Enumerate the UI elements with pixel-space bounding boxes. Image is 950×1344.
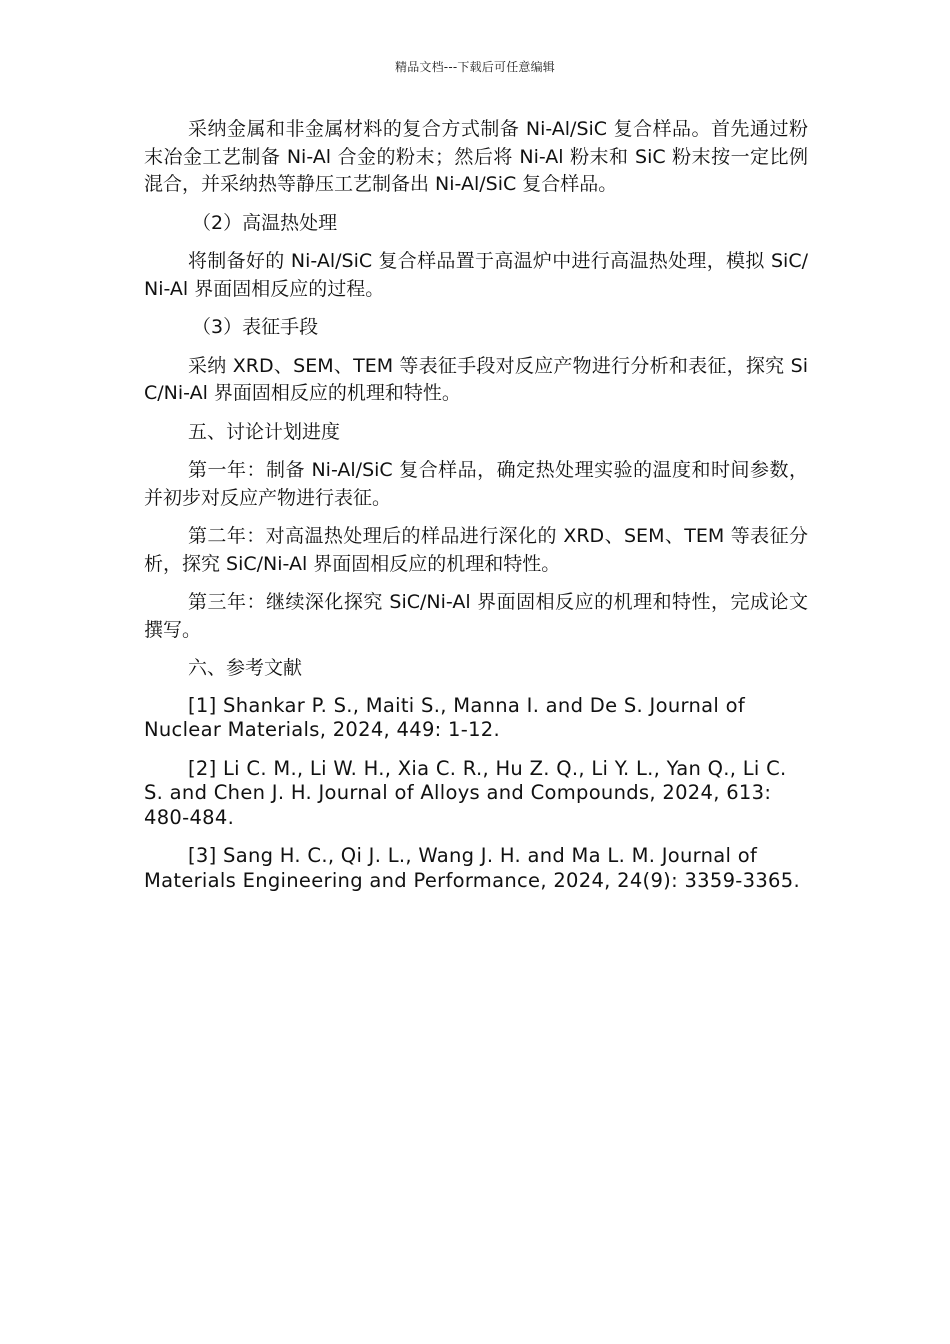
paragraph-year-one: 第一年：制备 Ni-Al/SiC 复合样品，确定热处理实验的温度和时间参数，并初步对反应产物进行表征。 [144,459,808,509]
paragraph-characterization: 采纳 XRD、SEM、TEM 等表征手段对反应产物进行分析和表征，探究 SiC/Ni-Al 界面固相反应的机理和特性。 [144,354,808,404]
reference-2: [2] Li C. M., Li W. H., Xia C. R., Hu Z. Q., Li Y. L., Yan Q., Li C. S. and Chen J. H. Journal of Alloys and Compounds, 2024, 613: 480-484. [144,756,787,829]
heading-heat-treatment: （2）高温热处理 [192,211,338,234]
page-header: 精品文档---下载后可任意编辑 [395,60,555,74]
heading-schedule: 五、讨论计划进度 [188,420,341,443]
paragraph-year-two: 第二年：对高温热处理后的样品进行深化的 XRD、SEM、TEM 等表征分析，探究 SiC/Ni-Al 界面固相反应的机理和特性。 [144,525,808,575]
paragraph-sample-preparation: 采纳金属和非金属材料的复合方式制备 Ni-Al/SiC 复合样品。首先通过粉末冶金工艺制备 Ni-Al 合金的粉末；然后将 Ni-Al 粉末和 SiC 粉末按一定比例混合，并采纳热等静压工艺制备出 Ni-Al/SiC 复合样品。 [144,118,808,195]
paragraph-year-three: 第三年：继续深化探究 SiC/Ni-Al 界面固相反应的机理和特性，完成论文撰写。 [144,591,808,641]
heading-references: 六、参考文献 [188,657,303,679]
heading-characterization: （3）表征手段 [192,316,319,338]
reference-1: [1] Shankar P. S., Maiti S., Manna I. and De S. Journal of Nuclear Materials, 2024, 449: 1-12. [144,693,745,741]
reference-3: [3] Sang H. C., Qi J. L., Wang J. H. and Ma L. M. Journal of Materials Engineering and Performance, 2024, 24(9): 3359-3365. [144,844,800,892]
paragraph-heat-treatment: 将制备好的 Ni-Al/SiC 复合样品置于高温炉中进行高温热处理，模拟 SiC/Ni-Al 界面固相反应的过程。 [144,250,808,300]
document-body [144,116,808,907]
